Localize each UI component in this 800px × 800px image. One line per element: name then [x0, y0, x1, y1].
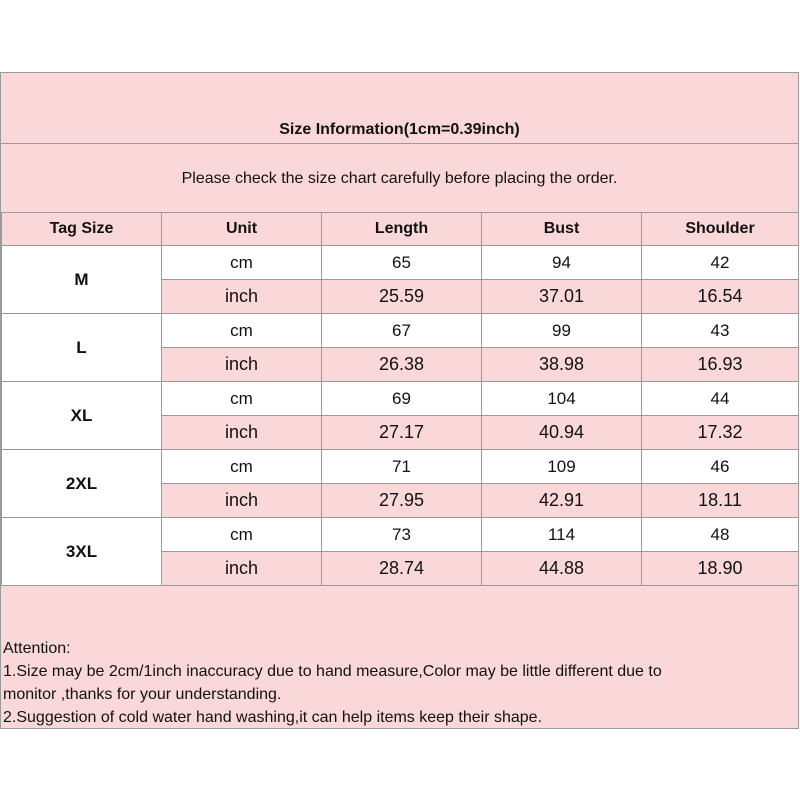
bust-cell: 99 — [482, 314, 642, 348]
size-tag: 2XL — [2, 450, 162, 518]
size-table — [1, 212, 799, 586]
unit-cell: cm — [162, 450, 322, 484]
length-cell: 25.59 — [322, 280, 482, 314]
bust-cell: 40.94 — [482, 416, 642, 450]
shoulder-cell: 46 — [642, 450, 799, 484]
shoulder-cell: 17.32 — [642, 416, 799, 450]
unit-cell: inch — [162, 416, 322, 450]
length-cell: 26.38 — [322, 348, 482, 382]
attention-heading: Attention: — [3, 640, 71, 657]
shoulder-cell: 42 — [642, 246, 799, 280]
shoulder-cell: 18.90 — [642, 552, 799, 586]
shoulder-cell: 18.11 — [642, 484, 799, 518]
length-cell: 28.74 — [322, 552, 482, 586]
size-chart — [0, 72, 799, 729]
shoulder-cell: 48 — [642, 518, 799, 552]
bust-cell: 44.88 — [482, 552, 642, 586]
bust-cell: 38.98 — [482, 348, 642, 382]
header-bust: Bust — [482, 213, 642, 246]
unit-cell: cm — [162, 382, 322, 416]
unit-cell: cm — [162, 246, 322, 280]
order-notice: Please check the size chart carefully before placing the order. — [1, 143, 798, 213]
size-tag: 3XL — [2, 518, 162, 586]
unit-cell: inch — [162, 552, 322, 586]
table-row — [2, 450, 799, 484]
header-length: Length — [322, 213, 482, 246]
table-row — [2, 382, 799, 416]
length-cell: 27.95 — [322, 484, 482, 518]
chart-title: Size Information(1cm=0.39inch) — [279, 121, 520, 138]
length-cell: 73 — [322, 518, 482, 552]
length-cell: 67 — [322, 314, 482, 348]
bust-cell: 42.91 — [482, 484, 642, 518]
bust-cell: 37.01 — [482, 280, 642, 314]
unit-cell: inch — [162, 280, 322, 314]
bust-cell: 104 — [482, 382, 642, 416]
size-tag: L — [2, 314, 162, 382]
bust-cell: 109 — [482, 450, 642, 484]
shoulder-cell: 16.54 — [642, 280, 799, 314]
header-unit: Unit — [162, 213, 322, 246]
unit-cell: inch — [162, 348, 322, 382]
table-header-row — [2, 213, 799, 246]
table-row — [2, 314, 799, 348]
size-tag: M — [2, 246, 162, 314]
table-row — [2, 518, 799, 552]
length-cell: 71 — [322, 450, 482, 484]
shoulder-cell: 16.93 — [642, 348, 799, 382]
attention-line-3: 2.Suggestion of cold water hand washing,it can help items keep their shape. — [3, 709, 542, 726]
bust-cell: 114 — [482, 518, 642, 552]
attention-line-1: 1.Size may be 2cm/1inch inaccuracy due to hand measure,Color may be little different due to — [3, 663, 662, 680]
bust-cell: 94 — [482, 246, 642, 280]
size-tag: XL — [2, 382, 162, 450]
unit-cell: cm — [162, 518, 322, 552]
attention-notes — [3, 637, 798, 729]
shoulder-cell: 43 — [642, 314, 799, 348]
length-cell: 27.17 — [322, 416, 482, 450]
header-tag-size: Tag Size — [2, 213, 162, 246]
unit-cell: cm — [162, 314, 322, 348]
length-cell: 69 — [322, 382, 482, 416]
length-cell: 65 — [322, 246, 482, 280]
unit-cell: inch — [162, 484, 322, 518]
header-shoulder: Shoulder — [642, 213, 799, 246]
attention-line-2: monitor ,thanks for your understanding. — [3, 686, 282, 703]
shoulder-cell: 44 — [642, 382, 799, 416]
table-row — [2, 246, 799, 280]
